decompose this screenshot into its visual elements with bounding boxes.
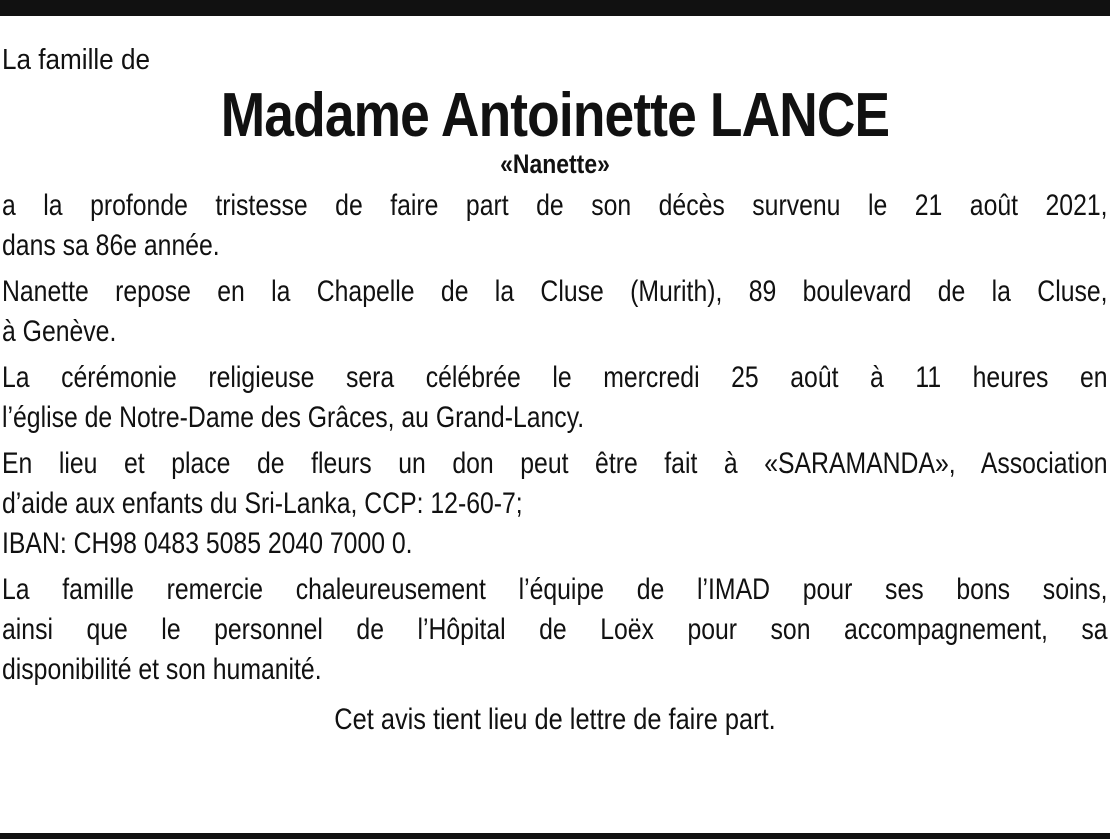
- paragraph-line: a la profonde tristesse de faire part de son décès survenu le 21 août 2021,: [2, 189, 1108, 222]
- intro-line: La famille de: [2, 44, 150, 76]
- paragraph-line: disponibilité et son humanité.: [2, 653, 322, 686]
- paragraph-line: Nanette repose en la Chapelle de la Cluse (Murith), 89 boulevard de la Cluse,: [2, 275, 1108, 308]
- thanks-paragraph: [2, 570, 1108, 690]
- announcement-paragraph: [2, 186, 1108, 266]
- ceremony-paragraph: [2, 358, 1108, 438]
- paragraph-line: d’aide aux enfants du Sri-Lanka, CCP: 12-60-7;: [2, 487, 523, 520]
- paragraph-line: IBAN: CH98 0483 5085 2040 7000 0.: [2, 527, 413, 560]
- paragraph-line: dans sa 86e année.: [2, 229, 220, 262]
- paragraph-line: ainsi que le personnel de l’Hôpital de Loëx pour son accompagnement, sa: [2, 613, 1108, 646]
- paragraph-line: à Genève.: [2, 315, 117, 348]
- closing-line: Cet avis tient lieu de lettre de faire part.: [334, 703, 776, 736]
- paragraph-line: La famille remercie chaleureusement l’équipe de l’IMAD pour ses bons soins,: [2, 573, 1108, 606]
- deceased-nickname: «Nanette»: [500, 149, 610, 179]
- obituary-notice: [2, 40, 1108, 740]
- repose-paragraph: [2, 272, 1108, 352]
- top-border-rule: [0, 0, 1110, 16]
- paragraph-line: En lieu et place de fleurs un don peut être fait à «SARAMANDA», Association: [2, 447, 1108, 480]
- donation-paragraph: [2, 444, 1108, 564]
- deceased-name: Madame Antoinette LANCE: [220, 81, 890, 150]
- bottom-border-rule: [0, 833, 1110, 839]
- paragraph-line: l’église de Notre-Dame des Grâces, au Grand-Lancy.: [2, 401, 585, 434]
- paragraph-line: La cérémonie religieuse sera célébrée le mercredi 25 août à 11 heures en: [2, 361, 1108, 394]
